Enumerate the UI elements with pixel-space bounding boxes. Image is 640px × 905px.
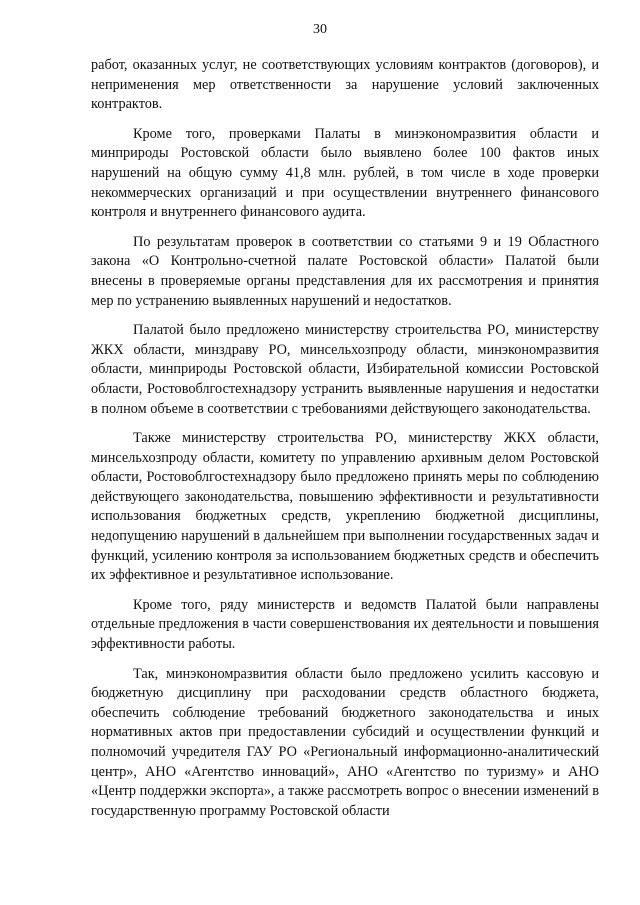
- paragraph-7: Так, минэкономразвития области было предложено усилить кассовую и бюджетную дисциплину при расходовании средств областного бюджета, обеспечить соблюдение требований бюджетного законодательства и иных нормативных актов при предоставлении субсидий и осуществлении функций и полномочий учредителя ГАУ РО «Региональный информационно-аналитический центр», АНО «Агентство инноваций», АНО «Агентство по туризму» и АНО «Центр поддержки экспорта», а также рассмотреть вопрос о внесении изменений в государственную программу Ростовской области: [91, 665, 599, 819]
- page-number: 30: [313, 22, 327, 37]
- paragraph-4: Палатой было предложено министерству строительства РО, министерству ЖКХ области, минздраву РО, минсельхозпроду области, минэкономразвития области, минприроды Ростовской области, Избирательной комиссии Ростовской области, Ростовоблгостехнадзору устранить выявленные нарушения и недостатки в полном объеме в соответствии с требованиями действующего законодательства.: [91, 322, 599, 417]
- paragraph-5: Также министерству строительства РО, министерству ЖКХ области, минсельхозпроду области, комитету по управлению архивным делом Ростовской области, Ростовоблгостехнадзору было предложено принять меры по соблюдению действующего законодательства, повышению эффективности и результативности использования бюджетных средств, укреплению бюджетной дисциплины, недопущению нарушений в дальнейшем при выполнении государственных задач и функций, усилению контроля за использованием бюджетных средств и обеспечить их эффективное и результативное использование.: [91, 430, 599, 584]
- document-body: [91, 56, 599, 821]
- paragraph-3: По результатам проверок в соответствии со статьями 9 и 19 Областного закона «О Контрольно-счетной палате Ростовской области» Палатой были внесены в проверяемые органы представления для их рассмотрения и принятия мер по устранению выявленных нарушений и недостатков.: [91, 233, 599, 309]
- paragraph-1: работ, оказанных услуг, не соответствующих условиям контрактов (договоров), и неприменения мер ответственности за нарушение условий заключенных контрактов.: [91, 57, 599, 113]
- paragraph-6: Кроме того, ряду министерств и ведомств Палатой были направлены отдельные предложения в части совершенствования их деятельности и повышения эффективности работы.: [91, 596, 599, 653]
- paragraph-2: Кроме того, проверками Палаты в минэкономразвития области и минприроды Ростовской области было выявлено более 100 фактов иных нарушений на общую сумму 41,8 млн. рублей, в том числе в ходе проверки некоммерческих организаций и при осуществлении внутреннего финансового контроля и внутреннего финансового аудита.: [91, 125, 599, 221]
